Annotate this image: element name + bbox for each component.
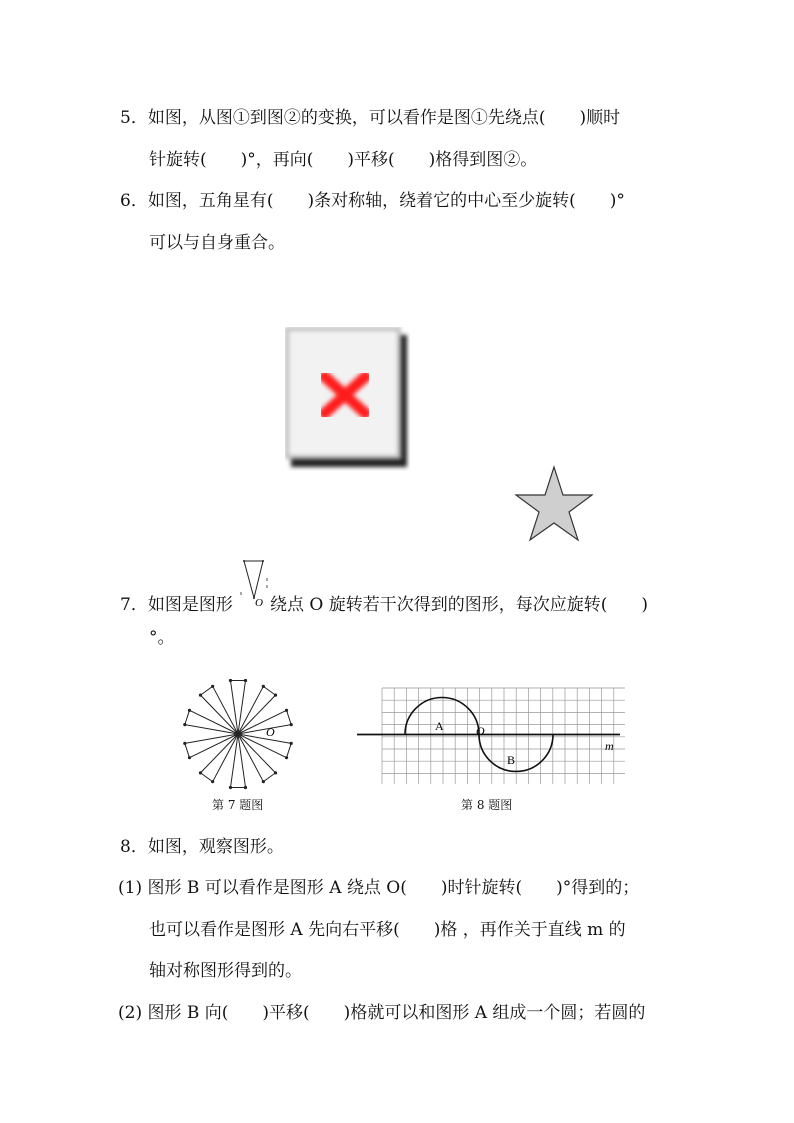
q8-intro: 8．如图，观察图形。 [120, 837, 284, 857]
fig8-label-m: m [605, 739, 614, 753]
fig8-label-b: B [507, 753, 516, 767]
fig7-vertex-dot [244, 679, 247, 682]
q7-inline-o-label: O [255, 597, 263, 609]
q7-inline-triangle [238, 558, 272, 610]
fig7-vertex-dot [183, 742, 186, 745]
fig7-vertex-dot [211, 780, 214, 783]
fig7-vertex-dot [262, 780, 265, 783]
q5-line1: 5．如图，从图①到图②的变换，可以看作是图①先绕点( )顺时 [120, 108, 621, 128]
figure-7 [180, 676, 296, 792]
fig7-vertex-dot [199, 771, 202, 774]
q8-p2-line1: (2) 图形 B 向( )平移( )格就可以和图形 A 组成一个圆；若圆的 [118, 1003, 646, 1023]
fig7-triangle [185, 734, 238, 758]
fig7-vertex-dot [188, 756, 191, 759]
fig7-triangle [230, 681, 245, 734]
fig7-vertex-dot [285, 756, 288, 759]
caption-fig8: 第 8 题图 [461, 798, 513, 812]
fig7-vertex-dot [290, 723, 293, 726]
star-icon [514, 465, 594, 543]
fig7-vertex-dot [262, 685, 265, 688]
fig8-label-o: O [476, 724, 485, 738]
broken-image-icon [285, 327, 410, 471]
fig7-vertex-dot [183, 723, 186, 726]
q7-line2: °。 [149, 628, 175, 648]
fig7-vertex-dot [290, 742, 293, 745]
figure-8 [355, 686, 625, 784]
fig7-triangle [238, 734, 291, 758]
q6-line2: 可以与自身重合。 [149, 233, 285, 253]
fig7-vertex-dot [244, 786, 247, 789]
fig7-vertex-dot [285, 709, 288, 712]
fig7-vertex-dot [199, 694, 202, 697]
q8-p1-line2: 也可以看作是图形 A 先向右平移( )格 ，再作关于直线 m 的 [149, 920, 626, 940]
q6-line1: 6．如图，五角星有( )条对称轴，绕着它的中心至少旋转( )° [120, 191, 625, 211]
fig7-vertex-dot [211, 685, 214, 688]
fig7-vertex-dot [229, 679, 232, 682]
q7-prefix: 7．如图是图形 [120, 595, 233, 615]
q5-line2: 针旋转( )°，再向( )平移( )格得到图②。 [149, 150, 538, 170]
fig8-label-a: A [435, 719, 444, 733]
q7-suffix: 绕点 O 旋转若干次得到的图形，每次应旋转( ) [270, 595, 649, 615]
fig7-triangle [230, 734, 245, 787]
q8-p1-line3: 轴对称图形得到的。 [149, 961, 302, 981]
fig7-vertex-dot [229, 786, 232, 789]
caption-fig7: 第 7 题图 [212, 798, 264, 812]
q8-p1-line1: (1) 图形 B 可以看作是图形 A 绕点 O( )时针旋转( )°得到的； [118, 878, 640, 898]
fig7-vertex-dot [274, 694, 277, 697]
fig7-triangle [238, 710, 291, 734]
fig7-vertex-dot [188, 709, 191, 712]
fig7-o-label: O [266, 725, 275, 739]
fig7-triangle [185, 710, 238, 734]
fig7-vertex-dot [274, 771, 277, 774]
